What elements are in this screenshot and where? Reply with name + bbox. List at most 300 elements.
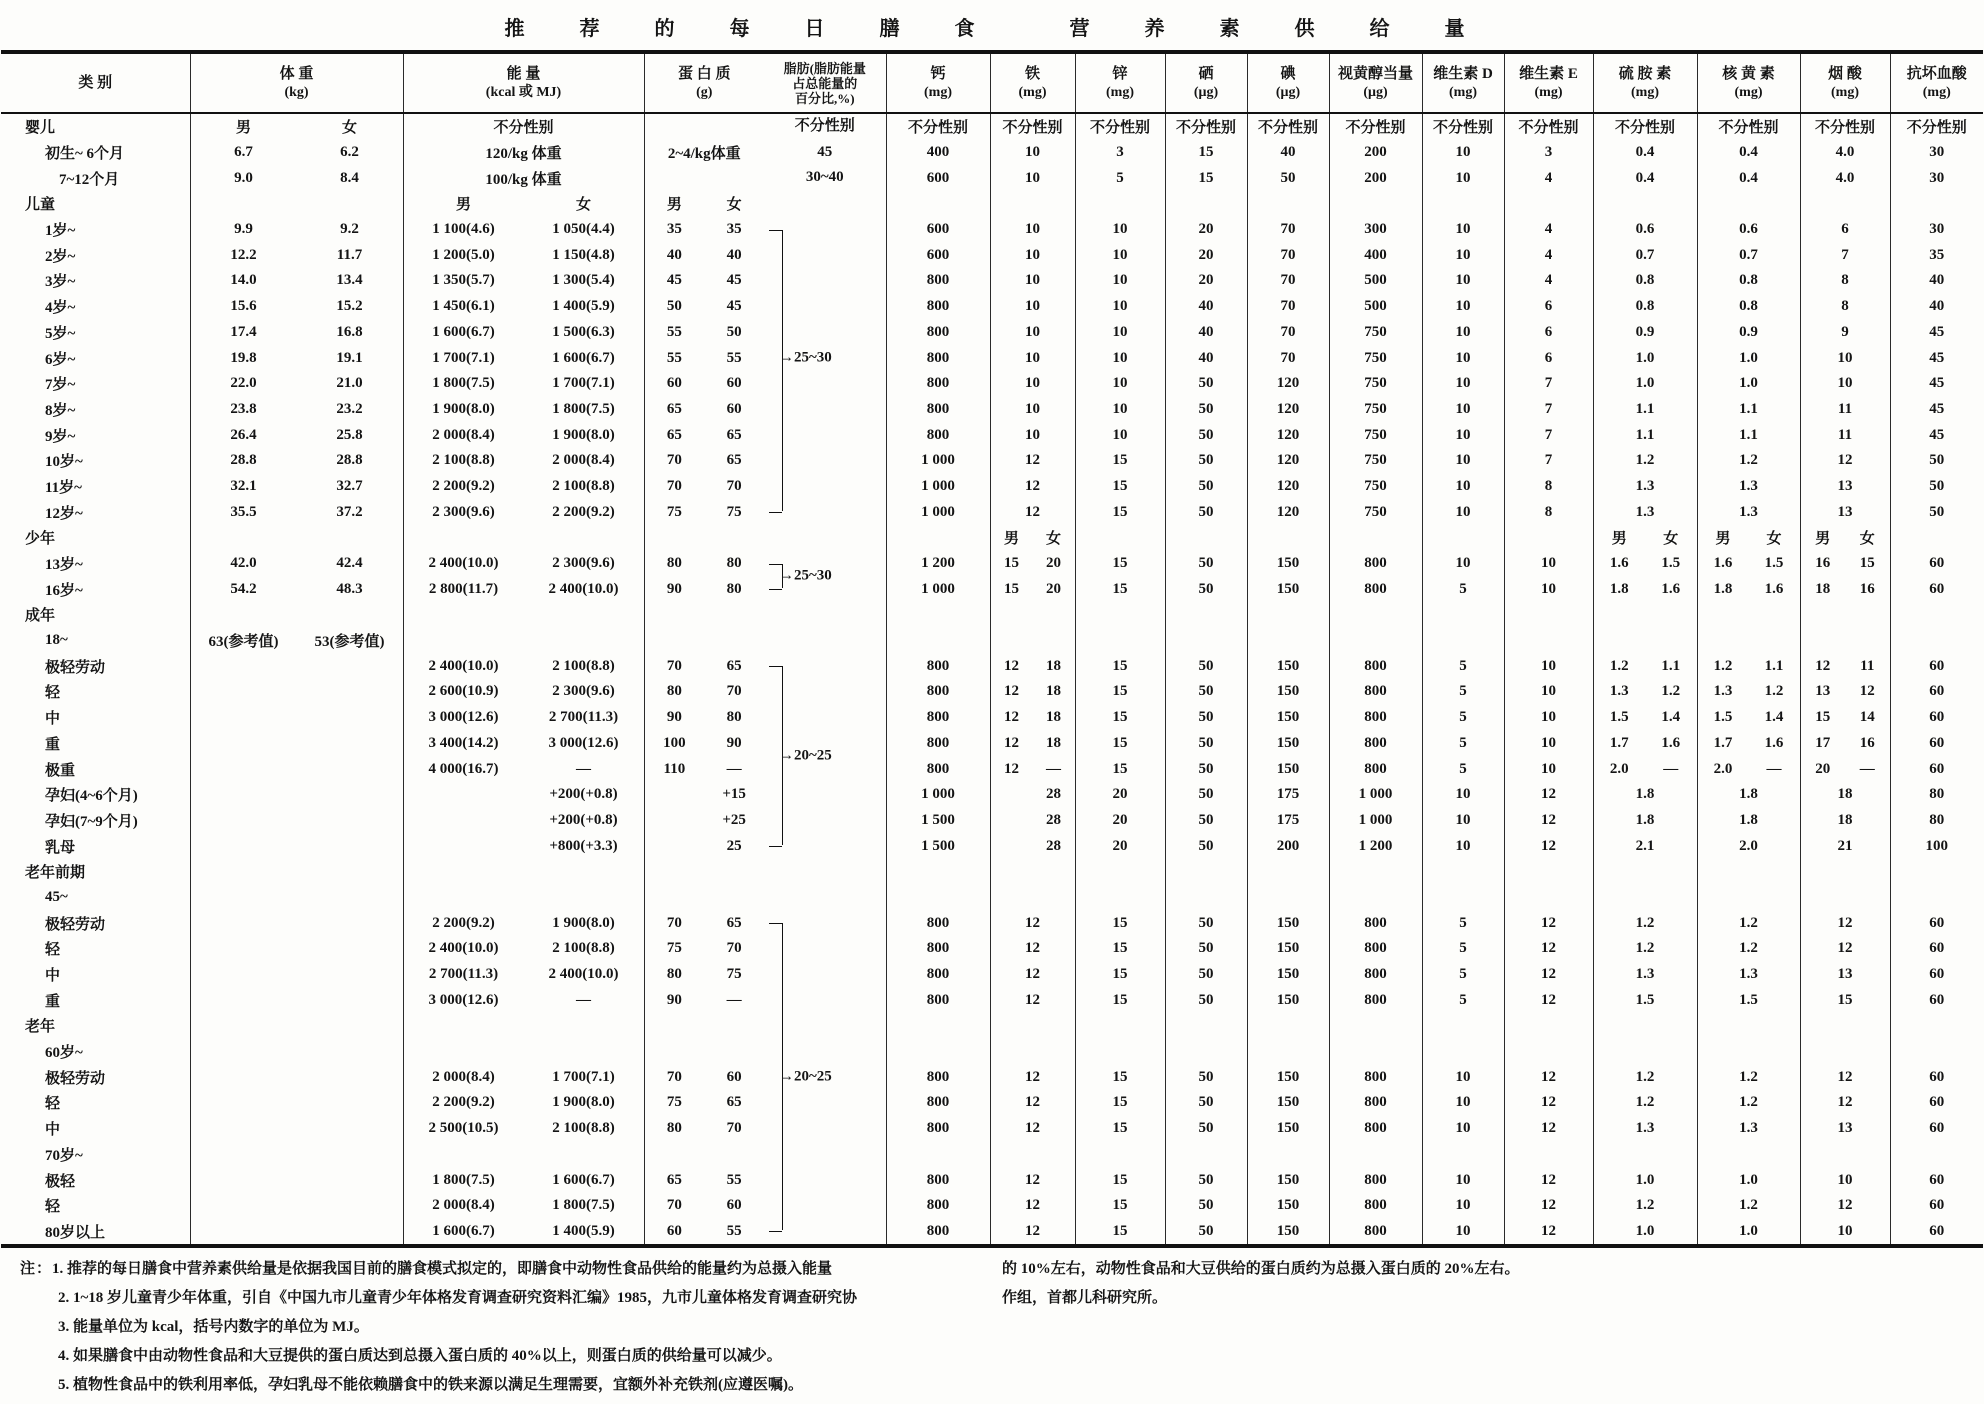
cell-en: 1 800(7.5) 1 700(7.1) <box>403 371 644 397</box>
cell-vd: 10 <box>1422 1193 1504 1219</box>
cell-fat <box>764 1193 886 1219</box>
cell-fe <box>990 1039 1075 1065</box>
cell-ve: 12 <box>1504 1116 1593 1142</box>
row-label: 10岁~ <box>1 448 190 474</box>
cell-zn: 15 <box>1075 1116 1165 1142</box>
cell-fe: 12 <box>990 910 1075 936</box>
cell-b1: 0.7 <box>1593 242 1697 268</box>
header-row <box>1 52 1983 113</box>
cell-fe: 10 <box>990 320 1075 346</box>
cell-b2: 1.0 <box>1697 371 1800 397</box>
cell-ve: 7 <box>1504 397 1593 423</box>
cell-ve: 10 <box>1504 705 1593 731</box>
cell-en: 不分性别 <box>403 113 644 140</box>
cell-ca <box>886 191 990 217</box>
cell-ni: 15 14 <box>1800 705 1890 731</box>
cell-p: 45 45 <box>666 272 742 289</box>
cell-ve <box>1504 602 1593 628</box>
cell-b2 <box>1697 602 1800 628</box>
column-header-se: 硒 (μg) <box>1165 52 1247 113</box>
cell-se <box>1165 885 1247 911</box>
table-row <box>1 1142 1983 1168</box>
cell-w <box>190 1039 403 1065</box>
cell-fe <box>990 885 1075 911</box>
cell-se: 20 <box>1165 268 1247 294</box>
cell-fat <box>764 987 886 1013</box>
table-row <box>1 936 1983 962</box>
cell-ca: 400 <box>886 140 990 166</box>
cell-zn <box>1075 1142 1165 1168</box>
cell-ca: 800 <box>886 345 990 371</box>
table-row <box>1 448 1983 474</box>
cell-se: 50 <box>1165 1193 1247 1219</box>
cell-b2: 1.1 <box>1697 397 1800 423</box>
cell-fat <box>764 731 886 764</box>
cell-vd: 5 <box>1422 962 1504 988</box>
cell-vd: 10 <box>1422 448 1504 474</box>
cell-ni: 13 12 <box>1800 679 1890 705</box>
cell-fe: 12 <box>990 1116 1075 1142</box>
cell-ni <box>1800 191 1890 217</box>
cell-vc: 不分性别 <box>1906 120 1967 137</box>
cell-vd <box>1422 1142 1504 1168</box>
cell-re <box>1329 525 1422 551</box>
table-row <box>1 731 1983 757</box>
cell-fe: 12 <box>990 1219 1075 1247</box>
cell-b2: 1.2 <box>1697 910 1800 936</box>
cell-b2 <box>1697 1142 1800 1168</box>
cell-p: 110 — <box>663 760 742 777</box>
cell-zn <box>1075 1013 1165 1039</box>
cell-fe: 男 女 <box>990 525 1075 551</box>
fat-bracket: →25~30 <box>764 345 886 371</box>
cell-zn: 20 <box>1075 782 1165 808</box>
cell-p: 60 60 <box>666 375 742 392</box>
cell-b1: 2.0 — <box>1593 756 1697 782</box>
cell-ni: 8 <box>1800 294 1890 320</box>
cell-fat <box>764 397 886 423</box>
cell-p <box>644 1039 764 1065</box>
nutrition-table <box>1 50 1983 1248</box>
cell-vc <box>1890 191 1983 217</box>
cell-io: 150 <box>1247 1064 1329 1090</box>
table-row <box>1 320 1983 346</box>
fat-bracket <box>764 371 886 397</box>
table-row <box>1 345 1983 371</box>
cell-fe: 12 <box>990 1064 1075 1090</box>
cell-se: 20 <box>1165 242 1247 268</box>
cell-re: 500 <box>1329 294 1422 320</box>
cell-en <box>403 525 644 551</box>
cell-b1: 男 女 <box>1593 525 1697 551</box>
row-label: 老年 <box>1 1013 190 1039</box>
cell-vc: 80 <box>1929 786 1945 803</box>
cell-io: 150 <box>1247 1116 1329 1142</box>
cell-ca <box>886 1142 990 1168</box>
cell-en: 1 600(6.7) 1 500(6.3) <box>403 320 644 346</box>
cell-vd: 10 <box>1422 782 1504 808</box>
cell-vd <box>1422 525 1504 551</box>
cell-io: 150 <box>1247 756 1329 782</box>
fat-bracket: 30~40 <box>805 169 844 186</box>
cell-ca <box>886 859 990 885</box>
cell-p <box>644 1013 764 1039</box>
fat-bracket <box>764 448 886 474</box>
row-label: 18~ <box>1 628 190 654</box>
table-row <box>1 962 1983 988</box>
cell-ca: 800 <box>886 1064 990 1090</box>
cell-en: 2 600(10.9) 2 300(9.6) <box>403 679 644 705</box>
cell-vd: 不分性别 <box>1422 113 1504 140</box>
cell-io: 150 <box>1247 679 1329 705</box>
cell-io: 150 <box>1247 1219 1329 1247</box>
row-label: 70岁~ <box>1 1142 190 1168</box>
row-label: 60岁~ <box>1 1039 190 1065</box>
cell-ni: 10 <box>1800 1167 1890 1193</box>
cell-b1 <box>1593 1039 1697 1065</box>
cell-se: 50 <box>1165 962 1247 988</box>
cell-ni: 13 <box>1800 474 1890 500</box>
cell-ca: 1 000 <box>886 474 990 500</box>
cell-p: 40 40 <box>666 246 742 263</box>
row-label: 老年前期 <box>1 859 190 885</box>
cell-io: 200 <box>1247 833 1329 859</box>
cell-en: 2 300(9.6) 2 200(9.2) <box>403 499 644 525</box>
cell-fat <box>764 551 886 584</box>
cell-p <box>644 525 764 551</box>
cell-io <box>1247 191 1329 217</box>
fat-bracket: →20~25 <box>764 731 886 757</box>
cell-fe: 10 <box>990 242 1075 268</box>
cell-re: 750 <box>1329 422 1422 448</box>
cell-ve: 7 <box>1504 448 1593 474</box>
cell-b1: 0.9 <box>1593 320 1697 346</box>
cell-fe: 10 <box>990 345 1075 371</box>
cell-fat <box>764 268 886 294</box>
row-label: 少年 <box>1 525 190 551</box>
cell-vd: 5 <box>1422 987 1504 1013</box>
cell-en: 2 000(8.4) 1 700(7.1) <box>403 1064 644 1090</box>
row-label: 9岁~ <box>1 422 190 448</box>
cell-zn: 15 <box>1075 1219 1165 1247</box>
fat-bracket <box>764 962 886 988</box>
cell-ve: 12 <box>1504 1193 1593 1219</box>
fat-bracket <box>764 422 886 448</box>
fat-bracket <box>764 1090 886 1116</box>
footnote: 注：1. 推荐的每日膳食中营养素供给量是依据我国目前的膳食模式拟定的，即膳食中动物性食品供给的能量约为总摄入能量 <box>20 1261 833 1278</box>
cell-fe: 12 18 <box>990 731 1075 757</box>
cell-se: 50 <box>1165 782 1247 808</box>
cell-io: 150 <box>1247 936 1329 962</box>
cell-io: 120 <box>1247 422 1329 448</box>
cell-p <box>644 859 764 885</box>
cell-b2: 1.1 <box>1697 422 1800 448</box>
cell-ni: 16 15 <box>1800 551 1890 577</box>
cell-se: 50 <box>1165 705 1247 731</box>
cell-en <box>403 1013 644 1039</box>
cell-b1 <box>1593 602 1697 628</box>
cell-vc <box>1890 885 1983 911</box>
cell-b1: 0.6 <box>1593 217 1697 243</box>
row-label: 极轻劳动 <box>1 1064 190 1090</box>
fat-bracket <box>764 987 886 1013</box>
cell-vc: 60 <box>1929 1222 1945 1239</box>
table-row <box>1 653 1983 679</box>
cell-ni: 10 <box>1800 345 1890 371</box>
row-label: 11岁~ <box>1 474 190 500</box>
cell-w <box>190 679 403 705</box>
cell-w <box>190 756 403 782</box>
cell-fe: 12 <box>990 1167 1075 1193</box>
row-label: 儿童 <box>1 191 190 217</box>
cell-b1: 0.4 <box>1593 140 1697 166</box>
cell-vd <box>1422 1013 1504 1039</box>
cell-io: 120 <box>1247 397 1329 423</box>
cell-vc: 60 <box>1929 1068 1945 1085</box>
row-label: 极轻 <box>1 1167 190 1193</box>
cell-en: 3 400(14.2) 3 000(12.6) <box>403 731 644 757</box>
cell-fat <box>764 474 886 500</box>
cell-fe: 不分性别 <box>990 113 1075 140</box>
cell-fe: 12 18 <box>990 653 1075 679</box>
fat-bracket: 不分性别 <box>794 118 855 134</box>
cell-en: 2 200(9.2) 2 100(8.8) <box>403 474 644 500</box>
cell-ni: 12 <box>1800 936 1890 962</box>
cell-ca <box>886 602 990 628</box>
cell-w <box>190 731 403 757</box>
cell-b1: 1.5 <box>1593 987 1697 1013</box>
cell-zn: 15 <box>1075 756 1165 782</box>
cell-ve: 10 <box>1504 551 1593 577</box>
cell-vc: 60 <box>1929 1171 1945 1188</box>
cell-fat <box>764 628 886 654</box>
cell-vc: 45 <box>1929 323 1945 340</box>
table-row <box>1 422 1983 448</box>
cell-en: +800(+3.3) <box>403 833 644 859</box>
cell-io: 70 <box>1247 345 1329 371</box>
cell-zn: 10 <box>1075 371 1165 397</box>
cell-fat <box>764 217 886 243</box>
cell-vd: 10 <box>1422 422 1504 448</box>
cell-p: 55 55 <box>666 349 742 366</box>
cell-re: 750 <box>1329 371 1422 397</box>
cell-vc: 45 <box>1929 426 1945 443</box>
cell-b1: 1.0 <box>1593 345 1697 371</box>
cell-re: 750 <box>1329 320 1422 346</box>
cell-io: 70 <box>1247 217 1329 243</box>
table-row <box>1 576 1983 602</box>
cell-fe: 10 <box>990 371 1075 397</box>
cell-vc: 40 <box>1929 298 1945 315</box>
cell-re: 800 <box>1329 679 1422 705</box>
cell-se <box>1165 859 1247 885</box>
cell-b2: 1.6 1.5 <box>1697 551 1800 577</box>
cell-b2: 1.0 <box>1697 1219 1800 1247</box>
fat-bracket: →20~25 <box>764 1064 886 1090</box>
cell-p: +15 <box>722 786 746 803</box>
column-header-b1: 硫 胺 素 (mg) <box>1593 52 1697 113</box>
cell-p: 65 65 <box>666 426 742 443</box>
cell-fat <box>764 962 886 988</box>
cell-en: 100/kg 体重 <box>403 165 644 191</box>
cell-zn: 15 <box>1075 910 1165 936</box>
table-row <box>1 808 1983 834</box>
cell-io: 150 <box>1247 1167 1329 1193</box>
table-row <box>1 1167 1983 1193</box>
cell-p: 2~4/kg体重 <box>667 146 741 163</box>
cell-io: 150 <box>1247 1090 1329 1116</box>
cell-ve: 6 <box>1504 345 1593 371</box>
cell-b2: 1.3 <box>1697 474 1800 500</box>
cell-w: 22.0 21.0 <box>190 371 403 397</box>
cell-ni <box>1800 885 1890 911</box>
cell-vd: 10 <box>1422 833 1504 859</box>
cell-vc <box>1890 1142 1983 1168</box>
table-row <box>1 397 1983 423</box>
cell-b1: 1.3 <box>1593 1116 1697 1142</box>
cell-re: 800 <box>1329 1090 1422 1116</box>
cell-p: 70 70 <box>666 477 742 494</box>
cell-se: 50 <box>1165 576 1247 602</box>
cell-p: 70 60 <box>666 1068 742 1085</box>
cell-re: 500 <box>1329 268 1422 294</box>
cell-b2: 1.3 <box>1697 499 1800 525</box>
cell-en: 1 450(6.1) 1 400(5.9) <box>403 294 644 320</box>
table-body <box>1 113 1983 1246</box>
cell-re: 800 <box>1329 653 1422 679</box>
cell-w <box>190 1219 403 1247</box>
cell-zn: 5 <box>1075 165 1165 191</box>
cell-se: 50 <box>1165 1167 1247 1193</box>
cell-vd <box>1422 1039 1504 1065</box>
cell-fat <box>764 833 886 859</box>
row-label: 2岁~ <box>1 242 190 268</box>
cell-fat <box>764 653 886 679</box>
cell-b1: 2.1 <box>1593 833 1697 859</box>
cell-p: 80 75 <box>666 966 742 983</box>
row-label: 乳母 <box>1 833 190 859</box>
cell-re: 200 <box>1329 140 1422 166</box>
cell-vc <box>1890 628 1983 654</box>
cell-io <box>1247 602 1329 628</box>
cell-p: 50 45 <box>666 298 742 315</box>
cell-se: 50 <box>1165 1090 1247 1116</box>
cell-zn: 10 <box>1075 422 1165 448</box>
cell-ve: 10 <box>1504 653 1593 679</box>
cell-p: 65 60 <box>666 400 742 417</box>
cell-ve: 10 <box>1504 756 1593 782</box>
cell-b1: 1.0 <box>1593 371 1697 397</box>
cell-re <box>1329 602 1422 628</box>
cell-fe: 15 20 <box>990 576 1075 602</box>
cell-ve: 7 <box>1504 422 1593 448</box>
cell-fe <box>990 1013 1075 1039</box>
cell-re: 800 <box>1329 910 1422 936</box>
cell-ni: 12 <box>1800 910 1890 936</box>
cell-fat <box>764 320 886 346</box>
cell-w <box>190 1090 403 1116</box>
cell-b2: 1.8 <box>1697 808 1800 834</box>
cell-w: 9.0 8.4 <box>190 165 403 191</box>
cell-ca: 1 500 <box>886 833 990 859</box>
table-row <box>1 602 1983 628</box>
cell-ca: 800 <box>886 1090 990 1116</box>
cell-fat <box>764 422 886 448</box>
cell-en: 2 000(8.4) 1 800(7.5) <box>403 1193 644 1219</box>
table-row <box>1 242 1983 268</box>
cell-se: 50 <box>1165 474 1247 500</box>
cell-re: 800 <box>1329 987 1422 1013</box>
cell-fe: 12 <box>990 987 1075 1013</box>
cell-ca: 800 <box>886 962 990 988</box>
cell-p: +25 <box>722 811 746 828</box>
cell-zn: 15 <box>1075 705 1165 731</box>
cell-en: 3 000(12.6) 2 700(11.3) <box>403 705 644 731</box>
cell-fat <box>764 1219 886 1247</box>
cell-ve <box>1504 628 1593 654</box>
cell-zn: 10 <box>1075 242 1165 268</box>
cell-ca: 800 <box>886 422 990 448</box>
cell-p: 35 35 <box>666 221 742 238</box>
cell-w <box>190 1116 403 1142</box>
cell-re: 750 <box>1329 448 1422 474</box>
cell-ve: 6 <box>1504 294 1593 320</box>
cell-en: 2 000(8.4) 1 900(8.0) <box>403 422 644 448</box>
cell-w <box>190 1142 403 1168</box>
cell-ca: 800 <box>886 294 990 320</box>
table-row <box>1 371 1983 397</box>
row-label: 重 <box>1 731 190 757</box>
cell-w <box>190 859 403 885</box>
cell-w: 42.0 42.4 <box>190 551 403 577</box>
table-row <box>1 756 1983 782</box>
cell-vd: 5 <box>1422 679 1504 705</box>
cell-se: 40 <box>1165 294 1247 320</box>
table-row <box>1 1116 1983 1142</box>
cell-b2: 男 女 <box>1697 525 1800 551</box>
row-label: 轻 <box>1 1090 190 1116</box>
cell-vc: 30 <box>1929 169 1945 186</box>
cell-re <box>1329 1142 1422 1168</box>
footnote: 4. 如果膳食中由动物性食品和大豆提供的蛋白质达到总摄入蛋白质的 40%以上，则蛋白质的供给量可以减少。 <box>58 1348 782 1365</box>
page-title: 推 荐 的 每 日 膳 食 营 养 素 供 给 量 <box>504 18 1480 40</box>
cell-fe: 12 <box>990 936 1075 962</box>
cell-se: 50 <box>1165 1219 1247 1247</box>
cell-ni: 12 11 <box>1800 653 1890 679</box>
cell-fat <box>764 499 886 525</box>
cell-p: 70 65 <box>666 452 742 469</box>
table-header <box>1 52 1983 113</box>
cell-vd: 10 <box>1422 371 1504 397</box>
table-row <box>1 1090 1983 1116</box>
cell-en: 2 700(11.3) 2 400(10.0) <box>403 962 644 988</box>
cell-vd: 10 <box>1422 217 1504 243</box>
cell-fe <box>990 859 1075 885</box>
table-row <box>1 1064 1983 1090</box>
cell-se <box>1165 602 1247 628</box>
cell-io <box>1247 885 1329 911</box>
cell-fat <box>764 910 886 936</box>
footnote-continuation: 作组，首都儿科研究所。 <box>1002 1290 1168 1307</box>
fat-bracket <box>764 1142 886 1168</box>
cell-b1: 1.5 1.4 <box>1593 705 1697 731</box>
column-header-cat: 类 别 <box>1 52 190 113</box>
cell-b2: 1.3 <box>1697 1116 1800 1142</box>
fat-bracket <box>764 679 886 705</box>
cell-zn: 15 <box>1075 499 1165 525</box>
cell-fe: 12 <box>990 1090 1075 1116</box>
cell-vd: 10 <box>1422 165 1504 191</box>
